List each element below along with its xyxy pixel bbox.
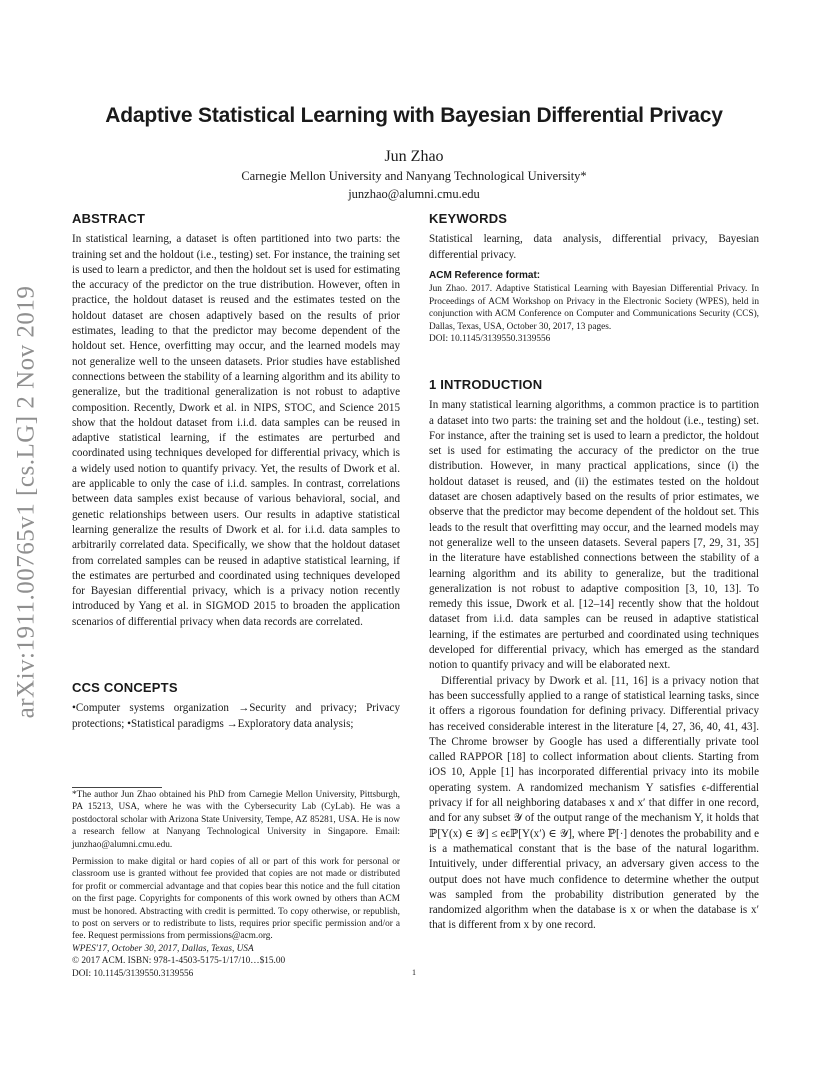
ccs-text: •Computer systems organization →Security and privacy; Privacy protections; •Statistical paradigms →Exploratory data analysis; (72, 702, 400, 730)
abstract-section (72, 211, 400, 630)
keywords-section (429, 211, 759, 263)
acm-reference-heading: ACM Reference format: (429, 270, 541, 281)
introduction-heading: 1 INTRODUCTION (429, 377, 543, 392)
acm-reference-doi: DOI: 10.1145/3139550.3139556 (429, 334, 551, 345)
abstract-text: In statistical learning, a dataset is often partitioned into two parts: the training set and the holdout (i.e., testing) set. For instance, the training set is used to learn a predictor, and then the holdout set is used for estimating the accuracy of the predictor on the true distribution. However, often in practice, the holdout dataset is reused and the estimates tested on the holdout dataset are chosen adaptively based on the results of prior estimates, leading to that the predictor may become dependent of the holdout set. Hence, overfitting may occur, and the learned models may not generalize well to the unseen datasets. Prior studies have established connections between the stability of a learning algorithm and its ability to generalize, but the traditional generalization is not robust to adaptive composition. Recently, Dwork et al. in NIPS, STOC, and Science 2015 show that the holdout dataset from i.i.d. data samples can be reused in adaptive statistical learning, if the estimates are perturbed and coordinated using techniques developed for differential privacy, which is a widely used notion to quantify privacy. Yet, the results of Dwork et al. are applicable to only the case of i.i.d. samples. In contrast, correlations between data samples exist because of various behavioral, social, and genetic relationships between users. Our results in adaptive statistical learning generalize the results of Dwork et al. for i.i.d. data samples to arbitrarily correlated data. Specifically, we show that the holdout dataset from correlated samples can be reused in adaptive statistical learning, if the estimates are perturbed and coordinated using techniques developed for Bayesian differential privacy, which is a privacy notion recently introduced by Yang et al. in SIGMOD 2015 to broaden the application scenarios of differential privacy when data records are correlated. (72, 233, 400, 628)
ccs-section (72, 680, 400, 732)
author-affiliation: Carnegie Mellon University and Nanyang Technological University* (241, 169, 587, 183)
acm-reference-section (429, 270, 759, 345)
footnote-section (72, 789, 400, 980)
introduction-section (429, 377, 759, 934)
intro-paragraph-1: In many statistical learning algorithms, a common practice is to partition a dataset into two parts: the training set and the holdout (i.e., testing) set. For instance, after the training set is used to learn a predictor, the holdout set is used for estimating the accuracy of the predictor on the true distribution. However, in many practical applications, since (i) the holdout dataset is reused, and (ii) the estimates tested on the holdout dataset are chosen adaptively based on the results of prior estimates, we observe that the predictor may become dependent of the holdout set. This leads to the result that overfitting may occur, and the learned models may not generalize well to the unseen datasets. Several papers [7, 29, 31, 35] in the literature have established connections between the stability of a learning algorithm and its ability to generalize, but the traditional generalization is not robust to adaptive composition [3, 10, 13]. To remedy this issue, Dwork et al. [12–14] recently show that the holdout dataset from i.i.d. data samples can be reused in adaptive statistical learning, if the estimates are perturbed and coordinated using techniques developed for differential privacy, which has emerged as the standard notion to quantify privacy and will be elaborated next. (429, 399, 759, 672)
paper-title: Adaptive Statistical Learning with Bayesian Differential Privacy (105, 104, 723, 127)
copyright-line: © 2017 ACM. ISBN: 978-1-4503-5175-1/17/10…$15.00 (72, 956, 286, 967)
doi-line: DOI: 10.1145/3139550.3139556 (72, 968, 194, 979)
page-number: 1 (412, 968, 416, 977)
arxiv-stamp-text: arXiv:1911.00765v1 [cs.LG] 2 Nov 2019 (12, 285, 40, 719)
venue-line: WPES'17, October 30, 2017, Dallas, Texas, USA (72, 943, 254, 954)
arxiv-stamp (6, 262, 46, 742)
acm-reference-text: Jun Zhao. 2017. Adaptive Statistical Learning with Bayesian Differential Privacy. In Proceedings of ACM Workshop on Privacy in the Electronic Society (WPES), held in conjunction with ACM Conference on Computer and Communications Security (CCS), Dallas, Texas, USA, October 30, 2017, 13 pages. (429, 284, 759, 332)
keywords-text: Statistical learning, data analysis, differential privacy, Bayesian differential privacy. (429, 233, 759, 261)
author-name: Jun Zhao (384, 148, 444, 165)
abstract-heading: ABSTRACT (72, 211, 146, 226)
permission-notice: Permission to make digital or hard copies of all or part of this work for personal or classroom use is granted without fee provided that copies are not made or distributed for profit or commercial advantage and that copies bear this notice and the full citation on the first page. Copyrights for components of this work owned by others than ACM must be honored. Abstracting with credit is permitted. To copy otherwise, or republish, to post on servers or to redistribute to lists, requires prior specific permission and/or a fee. Request permissions from permissions@acm.org. (72, 857, 400, 942)
intro-paragraph-2: Differential privacy by Dwork et al. [11, 16] is a privacy notion that has been successfully applied to a range of statistical learning tasks, since it offers a rigorous foundation for defining privacy. Differential privacy has received considerable interest in the literature [4, 27, 36, 40, 41, 43]. The Chrome browser by Google has used a differentially private tool called RAPPOR [18] to collect information about clients. Starting from iOS 10, Apple [1] has incorporated differential privacy into its mobile operating system. A randomized mechanism Y satisfies ϵ-differential privacy if for all neighboring databases x and x′ that differ in one record, and for any subset 𝒴 of the output range of the mechanism Y, it holds that ℙ[Y(x) ∈ 𝒴] ≤ eϵℙ[Y(x′) ∈ 𝒴], where ℙ[·] denotes the probability and e is a mathematical constant that is the base of the natural logarithm. Intuitively, under differential privacy, an adversary given access to the output does not have much confidence to determine whether the output was sampled from the probability distribution generated by the randomized algorithm when the database is x or when the database is x′ that is different from x by one record. (429, 674, 759, 932)
ccs-heading: CCS CONCEPTS (72, 680, 178, 695)
footnote-rule (72, 787, 162, 788)
author-footnote: *The author Jun Zhao obtained his PhD from Carnegie Mellon University, Pittsburgh, PA 15213, USA, where he was with the Cybersecurity Lab (CyLab). He was a postdoctoral scholar with Arizona State University, Tempe, AZ 85281, USA. He is now a research fellow at Nanyang Technological University in Singapore. Email: junzhao@alumni.cmu.edu. (72, 790, 400, 850)
keywords-heading: KEYWORDS (429, 211, 508, 226)
author-email: junzhao@alumni.cmu.edu (348, 187, 480, 201)
